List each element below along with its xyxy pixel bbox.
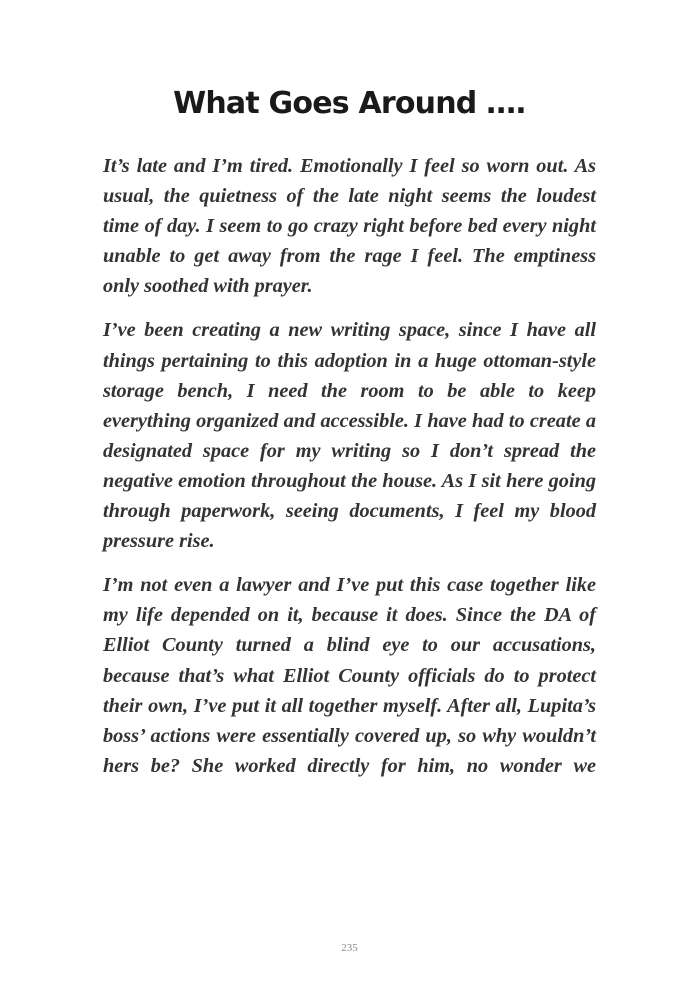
chapter-body — [103, 151, 596, 795]
paragraph-2: I’ve been creating a new writing space, since I have all things pertaining to this adoption in a huge ottoman-style storage bench, I need the room to be able to keep everything organized and accessible. I have had to create a designated space for my writing so I don’t spread the negative emotion throughout the house. As I sit here going through paperwork, seeing documents, I feel my blood pressure rise. — [103, 319, 596, 553]
chapter-title: What Goes Around …. — [173, 86, 526, 121]
page-number: 235 — [341, 942, 358, 954]
paragraph-1: It’s late and I’m tired. Emotionally I feel so worn out. As usual, the quietness of the late night seems the loudest time of day. I seem to go crazy right before bed every night unable to get away from the rage I feel. The emptiness only soothed with prayer. — [103, 155, 596, 298]
paragraph-3: I’m not even a lawyer and I’ve put this case together like my life depended on it, because it does. Since the DA of Elliot County turned a blind eye to our accusations, because that’s what Elliot County officials do to protect their own, I’ve put it all together myself. After all, Lupita’s boss’ actions were essentially covered up, so why wouldn’t hers be? She worked directly for him, no wonder we — [103, 574, 596, 777]
